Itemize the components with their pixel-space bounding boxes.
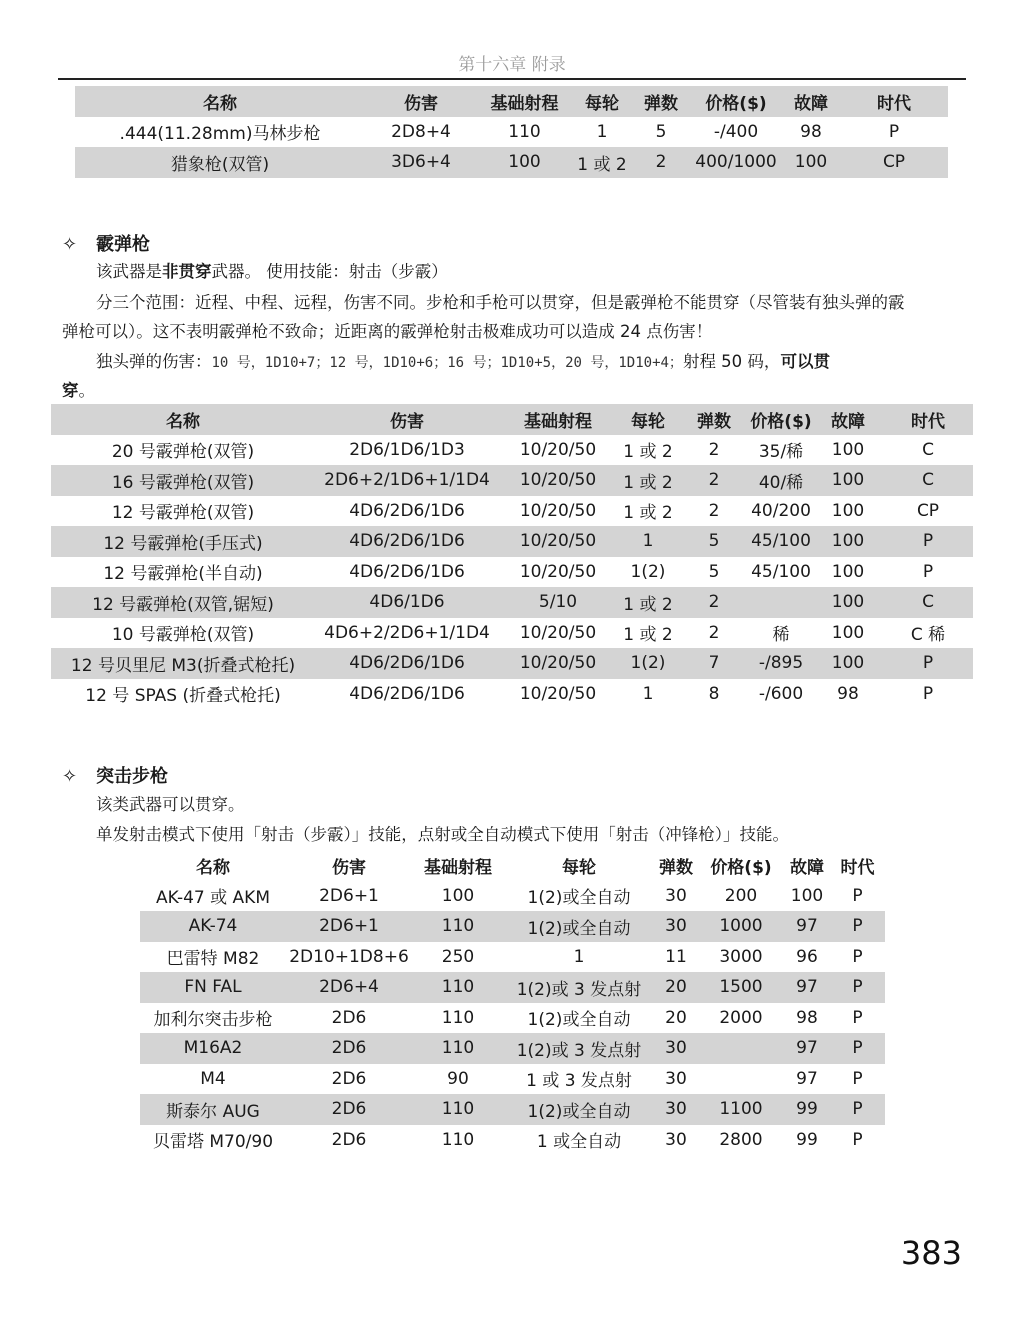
- column-header: 价格($): [710, 857, 772, 878]
- table-cell: P: [852, 916, 863, 937]
- table-cell: 1 或 2: [623, 442, 673, 463]
- table-cell: 1(2)或全自动: [527, 918, 631, 939]
- table-row: [51, 648, 973, 679]
- table-cell: -/600: [758, 683, 804, 704]
- rifle-paragraph-2: 单发射击模式下使用「射击（步霰）」技能，点射或全自动模式下使用「射击（冲锋枪）」技能。: [96, 825, 789, 844]
- table-cell: 20: [665, 1007, 687, 1028]
- table-cell: 200: [724, 885, 758, 906]
- table-cell: 2D6+2/1D6+1/1D4: [324, 470, 490, 491]
- table-cell: 5: [708, 531, 720, 552]
- table-cell: P: [852, 1068, 863, 1089]
- table-cell: 1 或 2: [623, 594, 673, 615]
- table-cell: 2D6: [331, 1099, 367, 1120]
- table-cell: 100: [831, 592, 865, 613]
- table-cell: 5: [708, 561, 720, 582]
- column-header: 名称: [166, 411, 200, 432]
- table-cell: M4: [200, 1068, 226, 1089]
- table-cell: 1 或 2: [623, 472, 673, 493]
- table-cell: 110: [441, 1007, 475, 1028]
- assault-rifle-table: [140, 850, 885, 1155]
- table-cell: 加利尔突击步枪: [153, 1010, 273, 1031]
- table-row: [75, 117, 948, 148]
- table-cell: 20 号霰弹枪(双管): [111, 442, 255, 463]
- table-cell: 100: [831, 439, 865, 460]
- table-cell: 12 号霰弹枪(手压式): [103, 533, 263, 554]
- column-header: 故障: [794, 93, 828, 114]
- table-cell: 100: [831, 500, 865, 521]
- table-cell: 35/稀: [758, 442, 804, 463]
- table-row: [51, 526, 973, 557]
- table-cell: 斯泰尔 AUG: [166, 1101, 260, 1122]
- table-cell: 40/稀: [758, 472, 804, 493]
- table-cell: 99: [796, 1099, 818, 1120]
- table-cell: 40/200: [751, 500, 811, 521]
- header-rule: [58, 78, 966, 80]
- diamond-bullet-icon: ✧: [62, 234, 78, 255]
- table-cell: C: [922, 439, 934, 460]
- table-row: [140, 1064, 885, 1095]
- rifle-paragraph-1: 该类武器可以贯穿。: [96, 795, 245, 814]
- table-cell: 110: [508, 121, 541, 142]
- table-cell: 100: [831, 470, 865, 491]
- table-cell: 2: [708, 622, 720, 643]
- table-row: [51, 587, 973, 618]
- table-cell: 2: [708, 500, 720, 521]
- shotgun-paragraph-2-line-2: 弹枪可以）。这不表明霰弹枪不致命；近距离的霰弹枪射击极难成功可以造成 24 点伤害！: [62, 322, 713, 341]
- column-header: 每轮: [562, 857, 596, 878]
- table-cell: 98: [796, 1007, 818, 1028]
- column-header: 基础射程: [490, 93, 559, 114]
- table-cell: 100: [441, 885, 475, 906]
- shotgun-section-heading: [62, 230, 150, 256]
- text-span: 。: [78, 381, 95, 400]
- shotgun-paragraph-2-line-1: 分三个范围：近程、中程、远程，伤害不同。步枪和手枪可以贯穿，但是霰弹枪不能贯穿（尽管装有独头弹的霰: [96, 293, 905, 312]
- table-cell: 4D6/2D6/1D6: [349, 561, 465, 582]
- table-cell: 7: [708, 653, 720, 674]
- column-header: 基础射程: [524, 411, 592, 432]
- table-row: [140, 1094, 885, 1125]
- table-cell: 8: [708, 683, 720, 704]
- table-header-row: [140, 850, 885, 881]
- table-cell: 97: [796, 1068, 818, 1089]
- table-cell: P: [852, 1007, 863, 1028]
- table-cell: 稀: [772, 625, 790, 646]
- table-cell: 30: [665, 1099, 687, 1120]
- table-cell: 97: [796, 916, 818, 937]
- table-cell: 98: [800, 121, 822, 142]
- table-cell: 110: [441, 916, 475, 937]
- table-cell: -/400: [713, 121, 759, 142]
- table-cell: C: [922, 592, 934, 613]
- table-cell: 4D6+2/2D6+1/1D4: [324, 622, 490, 643]
- table-cell: 45/100: [751, 561, 811, 582]
- table-row: [140, 1033, 885, 1064]
- table-cell: 1: [642, 683, 654, 704]
- table-cell: 2D6: [331, 1129, 367, 1150]
- table-row: [140, 1125, 885, 1156]
- table-cell: 2D8+4: [391, 121, 451, 142]
- table-cell: 16 号霰弹枪(双管): [111, 472, 255, 493]
- column-header: 伤害: [332, 857, 366, 878]
- table-cell: 110: [441, 1129, 475, 1150]
- table-cell: 1: [642, 531, 654, 552]
- table-row: [51, 618, 973, 649]
- section-title: 霰弹枪: [96, 234, 150, 255]
- table-cell: 100: [831, 531, 865, 552]
- table-row: [140, 942, 885, 973]
- table-cell: 99: [796, 1129, 818, 1150]
- table-cell: 1: [573, 946, 585, 967]
- table-cell: P: [852, 885, 863, 906]
- column-header: 故障: [831, 411, 865, 432]
- table-cell: 11: [665, 946, 687, 967]
- table-cell: [749, 587, 813, 618]
- column-header: 价格($): [705, 93, 767, 114]
- table-cell: 90: [447, 1068, 469, 1089]
- table-cell: 12 号霰弹枪(双管,锯短): [92, 594, 274, 615]
- table-cell: 12 号贝里尼 M3(折叠式枪托): [70, 655, 296, 676]
- shotgun-table: [51, 404, 973, 709]
- table-cell: P: [852, 977, 863, 998]
- bold-text: 非贯穿: [162, 262, 212, 281]
- rifle-section-heading: [62, 762, 168, 788]
- table-cell: 12 号霰弹枪(双管): [111, 503, 255, 524]
- table-cell: 2000: [719, 1007, 763, 1028]
- table-cell: P: [922, 561, 934, 582]
- table-cell: 98: [837, 683, 859, 704]
- table-cell: 1(2)或全自动: [527, 888, 631, 909]
- table-cell: 2D6: [331, 1007, 367, 1028]
- table-cell: 45/100: [751, 531, 811, 552]
- table-row: [75, 147, 948, 178]
- table-cell: 巴雷特 M82: [166, 949, 260, 970]
- table-cell: 1000: [719, 916, 763, 937]
- table-row: [51, 465, 973, 496]
- table-cell: 2D6/1D6/1D3: [349, 439, 465, 460]
- table-cell: 100: [794, 152, 828, 173]
- column-header: 弹数: [697, 411, 731, 432]
- table-cell: 30: [665, 1129, 687, 1150]
- table-cell: 10/20/50: [519, 683, 597, 704]
- table-cell: 4D6/1D6: [369, 592, 445, 613]
- table-cell: M16A2: [183, 1038, 243, 1059]
- section-title: 突击步枪: [96, 766, 168, 787]
- table-cell: 1(2)或 3 发点射: [516, 1040, 642, 1061]
- table-cell: 2D6: [331, 1038, 367, 1059]
- column-header: 基础射程: [424, 857, 492, 878]
- table-cell: 3000: [719, 946, 763, 967]
- column-header: 名称: [196, 857, 230, 878]
- table-cell: 4D6/2D6/1D6: [349, 531, 465, 552]
- table-cell: P: [852, 1129, 863, 1150]
- text-span: 武器。 使用技能：射击（步霰）: [211, 262, 448, 281]
- table-cell: 1 或 2: [623, 503, 673, 524]
- table-cell: P: [852, 946, 863, 967]
- table-cell: 100: [831, 622, 865, 643]
- shotgun-paragraph-3: [96, 347, 830, 378]
- table-cell: 1(2): [630, 561, 666, 582]
- table-cell: 250: [441, 946, 475, 967]
- table-cell: P: [922, 653, 934, 674]
- table-header-row: [75, 86, 948, 117]
- table-cell: 12 号霰弹枪(半自动): [103, 564, 263, 585]
- table-cell: 10 号霰弹枪(双管): [111, 625, 255, 646]
- table-cell: 4D6/2D6/1D6: [349, 500, 465, 521]
- table-cell: [698, 1064, 784, 1095]
- column-header: 伤害: [404, 93, 438, 114]
- table-row: [140, 972, 885, 1003]
- table-cell: 2: [655, 152, 667, 173]
- table-cell: 2D6+4: [319, 977, 379, 998]
- table-cell: AK-47 或 AKM: [155, 888, 270, 909]
- table-cell: 10/20/50: [519, 622, 597, 643]
- table-cell: P: [922, 683, 934, 704]
- table-header-row: [51, 404, 973, 435]
- text-span: 射程 50 码，: [682, 352, 781, 371]
- table-cell: 400/1000: [695, 152, 777, 173]
- bold-text: 穿: [62, 381, 79, 400]
- table-cell: 4D6/2D6/1D6: [349, 653, 465, 674]
- table-row: [140, 881, 885, 912]
- table-cell: 2: [708, 592, 720, 613]
- table-cell: 3D6+4: [391, 152, 451, 173]
- table-cell: 1(2)或全自动: [527, 1101, 631, 1122]
- column-header: 伤害: [390, 411, 424, 432]
- shotgun-paragraph-3-end: [62, 376, 95, 406]
- table-cell: C: [922, 470, 934, 491]
- column-header: 时代: [877, 93, 911, 114]
- table-cell: C 稀: [910, 625, 946, 646]
- table-cell: 100: [508, 152, 541, 173]
- table-cell: 2D6+1: [319, 916, 379, 937]
- table-cell: 2: [708, 439, 720, 460]
- table-row: [51, 435, 973, 466]
- table-cell: 110: [441, 977, 475, 998]
- table-cell: 4D6/2D6/1D6: [349, 683, 465, 704]
- table-cell: AK-74: [188, 916, 238, 937]
- table-cell: 10/20/50: [519, 500, 597, 521]
- table-cell: 1 或 3 发点射: [526, 1071, 632, 1092]
- table-cell: 100: [831, 561, 865, 582]
- table-cell: P: [888, 121, 900, 142]
- table-cell: CP: [916, 500, 940, 521]
- table-cell: 猎象枪(双管): [170, 154, 270, 175]
- table-cell: 20: [665, 977, 687, 998]
- table-cell: 10/20/50: [519, 439, 597, 460]
- table-cell: 1(2)或全自动: [527, 1010, 631, 1031]
- table-cell: 2D10+1D8+6: [289, 946, 409, 967]
- table-cell: 100: [831, 653, 865, 674]
- chapter-header: 第十六章 附录: [458, 55, 566, 75]
- table-cell: 110: [441, 1099, 475, 1120]
- column-header: 每轮: [585, 93, 619, 114]
- column-header: 名称: [203, 93, 237, 114]
- table-row: [140, 1003, 885, 1034]
- shotgun-paragraph-1: [96, 257, 448, 287]
- column-header: 时代: [840, 857, 875, 878]
- table-cell: 10/20/50: [519, 561, 597, 582]
- column-header: 故障: [790, 857, 824, 878]
- diamond-bullet-icon: ✧: [62, 766, 78, 787]
- table-cell: 1(2)或 3 发点射: [516, 979, 642, 1000]
- table-cell: 5/10: [538, 592, 578, 613]
- table-cell: 10/20/50: [519, 653, 597, 674]
- bold-text: 可以贯: [780, 352, 830, 371]
- table-cell: -/895: [758, 653, 804, 674]
- table-row: [140, 911, 885, 942]
- table-cell: 30: [665, 1068, 687, 1089]
- column-header: 时代: [911, 411, 945, 432]
- table-cell: P: [852, 1038, 863, 1059]
- table-cell: 2800: [719, 1129, 763, 1150]
- table-cell: 110: [441, 1038, 475, 1059]
- column-header: 价格($): [750, 411, 812, 432]
- table-cell: 12 号 SPAS (折叠式枪托): [85, 686, 281, 707]
- table-cell: 2D6: [331, 1068, 367, 1089]
- column-header: 弹数: [644, 93, 678, 114]
- page-number: 383: [900, 1234, 962, 1272]
- rifle-table-continued: [75, 86, 948, 178]
- table-cell: P: [922, 531, 934, 552]
- table-cell: 30: [665, 916, 687, 937]
- table-cell: 5: [655, 121, 667, 142]
- table-cell: 贝雷塔 M70/90: [152, 1132, 274, 1153]
- table-cell: 1100: [719, 1099, 763, 1120]
- table-row: [51, 679, 973, 710]
- table-cell: 1 或全自动: [536, 1132, 622, 1153]
- slug-damage-text: 10 号，1D10+7；12 号，1D10+6；16 号；1D10+5，20 号，1D10+4；: [211, 355, 683, 371]
- table-cell: CP: [882, 152, 906, 173]
- table-cell: 96: [796, 946, 818, 967]
- table-cell: FN FAL: [184, 977, 242, 998]
- table-cell: 97: [796, 1038, 818, 1059]
- table-cell: 1: [596, 121, 608, 142]
- table-cell: 10/20/50: [519, 531, 597, 552]
- table-cell: 30: [665, 1038, 687, 1059]
- text-span: 独头弹的伤害：: [96, 352, 212, 371]
- table-cell: [698, 1033, 784, 1064]
- table-row: [51, 557, 973, 588]
- text-span: 该武器是: [96, 262, 162, 281]
- table-cell: 1(2): [630, 653, 666, 674]
- table-cell: 10/20/50: [519, 470, 597, 491]
- table-cell: 30: [665, 885, 687, 906]
- table-cell: 100: [790, 885, 824, 906]
- table-cell: 1 或 2: [623, 625, 673, 646]
- table-row: [51, 496, 973, 527]
- table-cell: P: [852, 1099, 863, 1120]
- table-cell: 2D6+1: [319, 885, 379, 906]
- column-header: 每轮: [631, 411, 665, 432]
- table-cell: 97: [796, 977, 818, 998]
- table-cell: .444(11.28mm)马林步枪: [119, 124, 321, 145]
- table-cell: 1 或 2: [577, 154, 627, 175]
- table-cell: 1500: [719, 977, 763, 998]
- table-cell: 2: [708, 470, 720, 491]
- column-header: 弹数: [659, 857, 693, 878]
